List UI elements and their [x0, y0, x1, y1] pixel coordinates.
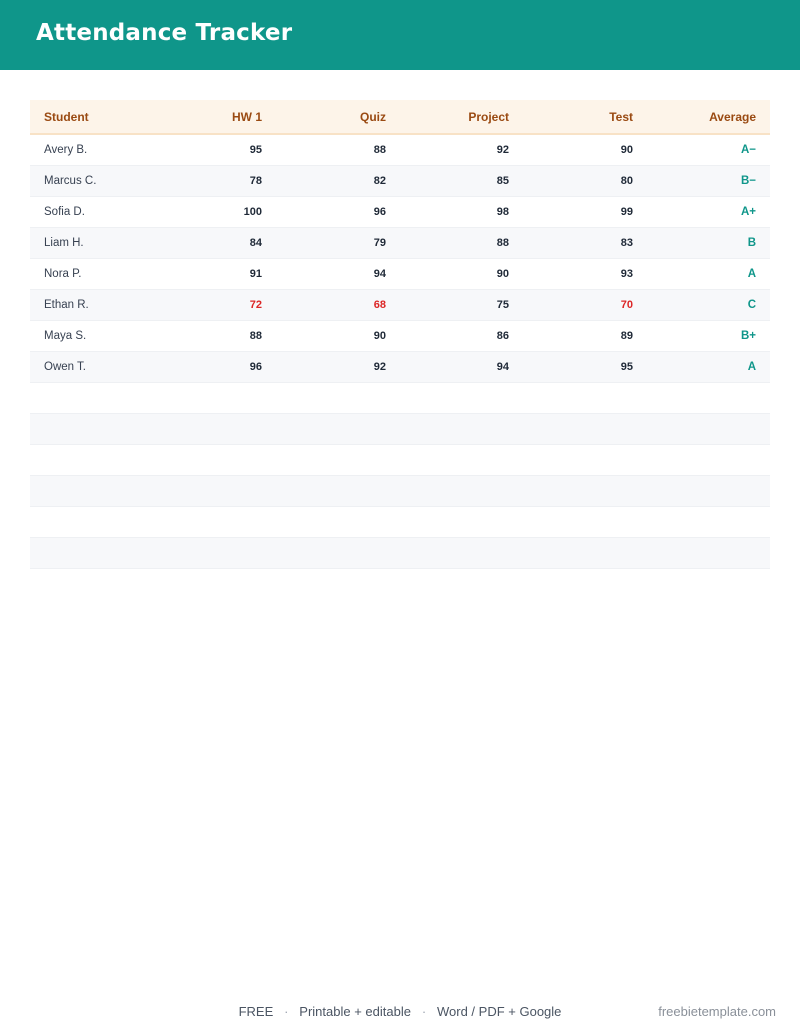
project-score: 75	[496, 299, 509, 311]
average-grade: B	[747, 237, 756, 249]
student-name: Maya S.	[44, 330, 87, 342]
test-score: 90	[620, 144, 633, 156]
student-name: Liam H.	[44, 237, 84, 249]
project-score: 90	[496, 268, 509, 280]
quiz-score: 88	[373, 144, 386, 156]
test-score: 95	[620, 361, 633, 373]
footer-printable: Printable + editable	[299, 1004, 411, 1019]
test-score: 93	[620, 268, 633, 280]
footer-separator: ·	[284, 1004, 289, 1019]
footer-separator: ·	[421, 1004, 427, 1019]
student-name: Ethan R.	[44, 299, 89, 311]
hw1-score: 96	[249, 361, 262, 373]
project-score: 85	[496, 175, 509, 187]
average-grade: C	[747, 299, 756, 311]
empty-row	[30, 476, 770, 507]
table-row	[30, 197, 770, 228]
hw1-score: 78	[249, 175, 262, 187]
test-score: 99	[620, 206, 633, 218]
footer-site: freebietemplate.com	[658, 1004, 776, 1019]
empty-row	[30, 445, 770, 476]
average-grade: B+	[740, 330, 756, 342]
table-row	[30, 352, 770, 383]
student-name: Sofia D.	[44, 206, 85, 218]
hw1-score: 95	[249, 144, 262, 156]
average-grade: A	[747, 361, 756, 373]
project-score: 94	[496, 361, 509, 373]
quiz-score: 96	[373, 206, 386, 218]
table-row	[30, 259, 770, 290]
table-row	[30, 228, 770, 259]
table-row	[30, 321, 770, 352]
average-grade: B−	[740, 175, 756, 187]
table-row	[30, 166, 770, 197]
project-score: 86	[496, 330, 509, 342]
project-score: 98	[496, 206, 509, 218]
average-grade: A	[747, 268, 756, 280]
average-grade: A−	[740, 144, 756, 156]
footer	[0, 1004, 800, 1022]
hw1-score: 91	[249, 268, 262, 280]
quiz-score: 90	[373, 330, 386, 342]
column-header-student: Student	[44, 109, 89, 124]
grades-table	[30, 100, 770, 569]
column-header-average: Average	[709, 109, 756, 124]
column-header-quiz: Quiz	[360, 109, 386, 124]
test-score: 80	[620, 175, 633, 187]
quiz-score: 79	[373, 237, 386, 249]
column-header-project: Project	[468, 109, 509, 124]
hw1-score: 88	[249, 330, 262, 342]
student-name: Marcus C.	[44, 175, 97, 187]
test-score: 83	[620, 237, 633, 249]
table-row	[30, 290, 770, 321]
quiz-score: 68	[373, 299, 386, 311]
footer-formats: Word / PDF + Google	[437, 1004, 562, 1019]
project-score: 92	[496, 144, 509, 156]
test-score: 89	[620, 330, 633, 342]
header-bar	[0, 0, 800, 70]
hw1-score: 72	[249, 299, 262, 311]
empty-row	[30, 414, 770, 445]
quiz-score: 92	[373, 361, 386, 373]
table-row	[30, 135, 770, 166]
average-grade: A+	[740, 206, 756, 218]
quiz-score: 94	[373, 268, 386, 280]
empty-row	[30, 538, 770, 569]
hw1-score: 100	[243, 206, 262, 218]
footer-free: FREE	[238, 1004, 274, 1019]
student-name: Nora P.	[44, 268, 82, 280]
hw1-score: 84	[249, 237, 262, 249]
page-title: Attendance Tracker	[36, 20, 293, 46]
project-score: 88	[496, 237, 509, 249]
student-name: Owen T.	[44, 361, 86, 373]
test-score: 70	[620, 299, 633, 311]
column-header-hw1: HW 1	[232, 109, 262, 124]
quiz-score: 82	[373, 175, 386, 187]
table-header	[30, 100, 770, 135]
student-name: Avery B.	[44, 144, 88, 156]
empty-row	[30, 507, 770, 538]
empty-row	[30, 383, 770, 414]
column-header-test: Test	[609, 109, 633, 124]
